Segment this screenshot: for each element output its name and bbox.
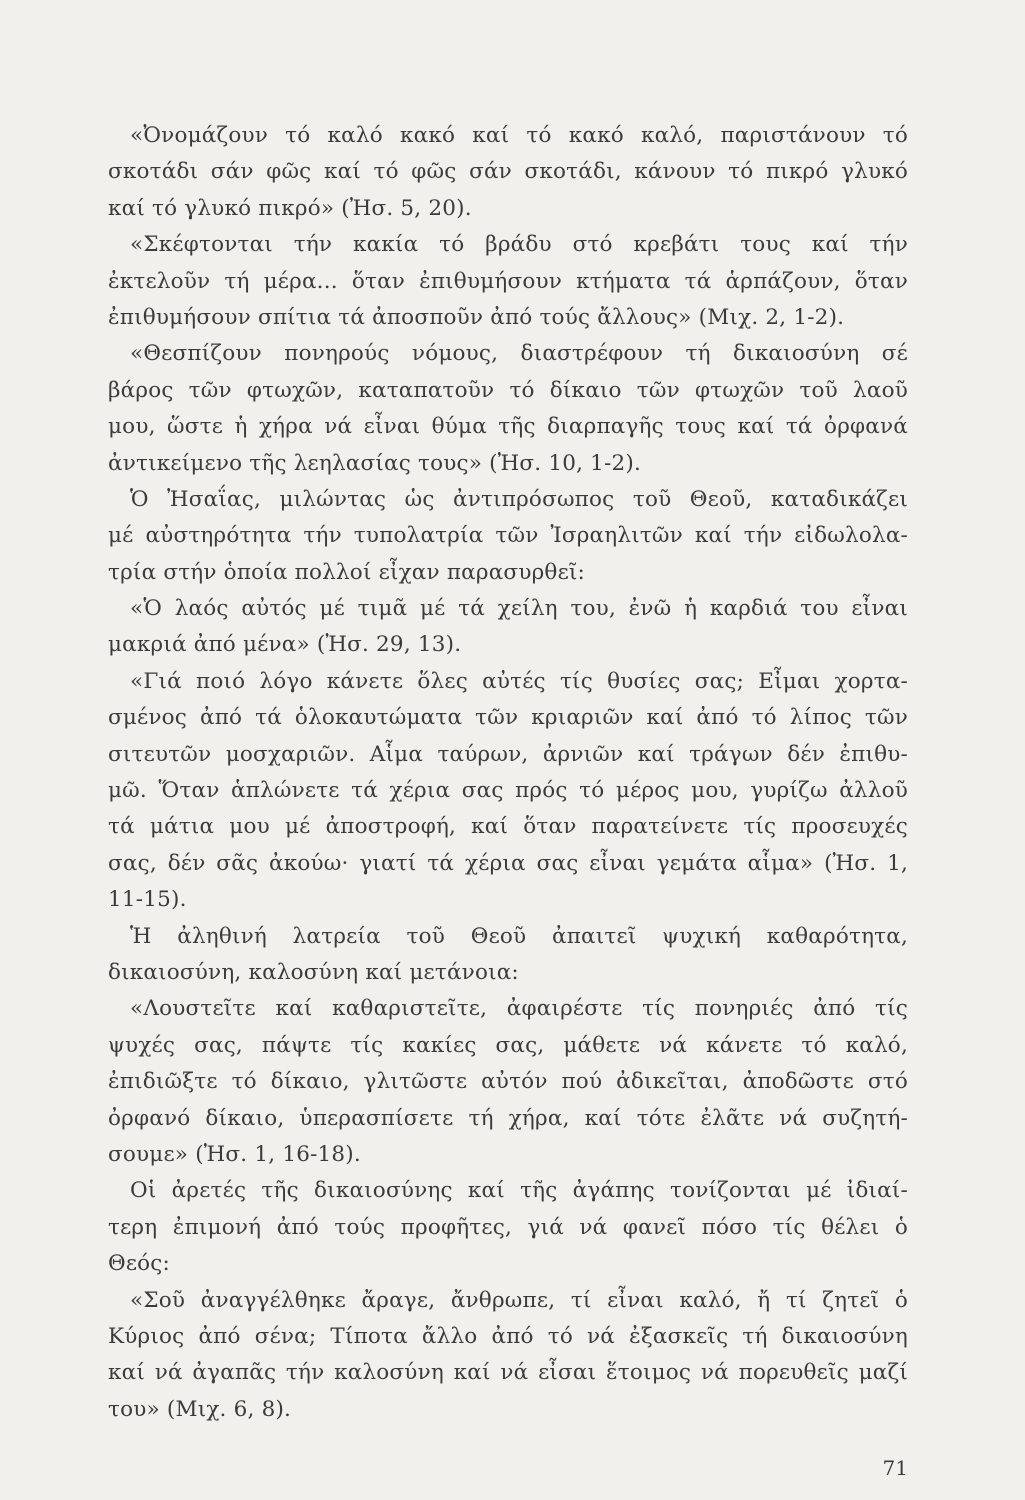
text-line: ὀρφανό δίκαιο, ὑπερασπίσετε τή χήρα, καί τότε ἐλᾶτε νά συζητή- bbox=[108, 1105, 908, 1131]
text-line: μου, ὥστε ἡ χήρα νά εἶναι θύμα τῆς διαρπαγῆς τους καί τά ὀρφανά bbox=[108, 414, 908, 440]
text-line: βάρος τῶν φτωχῶν, καταπατοῦν τό δίκαιο τῶν φτωχῶν τοῦ λαοῦ bbox=[108, 377, 908, 403]
text-line: τερη ἐπιμονή ἀπό τούς προφῆτες, γιά νά φανεῖ πόσο τίς θέλει ὁ bbox=[108, 1214, 908, 1240]
text-line: μῶ. Ὅταν ἁπλώνετε τά χέρια σας πρός τό μέρος μου, γυρίζω ἀλλοῦ bbox=[108, 778, 908, 804]
text-line: ἐπιθυμήσουν σπίτια τά ἀποσποῦν ἀπό τούς ἄλλους» (Μιχ. 2, 1-2). bbox=[108, 304, 845, 330]
text-line: «Λουστεῖτε καί καθαριστεῖτε, ἀφαιρέστε τίς πονηριές ἀπό τίς bbox=[130, 996, 908, 1022]
text-line: Θεός: bbox=[108, 1251, 170, 1277]
text-line: 11-15). bbox=[108, 887, 187, 913]
page-number: 71 bbox=[882, 1456, 908, 1480]
text-line: μέ αὐστηρότητα τήν τυπολατρία τῶν Ἰσραηλιτῶν καί τήν εἰδωλολα- bbox=[108, 523, 908, 549]
text-line: ψυχές σας, πάψτε τίς κακίες σας, μάθετε νά κάνετε τό καλό, bbox=[108, 1032, 908, 1058]
text-line: δικαιοσύνη, καλοσύνη καί μετάνοια: bbox=[108, 959, 519, 985]
text-line: ἐκτελοῦν τή μέρα... ὅταν ἐπιθυμήσουν κτήματα τά ἁρπάζουν, ὅταν bbox=[108, 268, 908, 294]
text-line: τρία στήν ὁποία πολλοί εἶχαν παρασυρθεῖ: bbox=[108, 559, 585, 585]
text-line: σας, δέν σᾶς ἀκούω· γιατί τά χέρια σας εἶναι γεμάτα αἷμα» (Ἠσ. 1, bbox=[108, 850, 908, 876]
text-line: «Ὀνομάζουν τό καλό κακό καί τό κακό καλό, παριστάνουν τό bbox=[130, 123, 908, 148]
text-line: Κύριος ἀπό σένα; Τίποτα ἄλλο ἀπό τό νά ἐξασκεῖς τή δικαιοσύνη bbox=[108, 1323, 908, 1349]
text-line: σουμε» (Ἠσ. 1, 16-18). bbox=[108, 1141, 361, 1167]
text-line: τά μάτια μου μέ ἀποστροφή, καί ὅταν παρατείνετε τίς προσευχές bbox=[108, 814, 908, 840]
text-line: ἀντικείμενο τῆς λεηλασίας τους» (Ἠσ. 10, 1-2). bbox=[108, 450, 642, 476]
text-line: Οἱ ἀρετές τῆς δικαιοσύνης καί τῆς ἀγάπης τονίζονται μέ ἰδιαί- bbox=[130, 1178, 908, 1204]
text-line: ἐπιδιῶξτε τό δίκαιο, γλιτῶστε αὐτόν πού ἀδικεῖται, ἀποδῶστε στό bbox=[108, 1069, 908, 1095]
text-line: Ἡ ἀληθινή λατρεία τοῦ Θεοῦ ἀπαιτεῖ ψυχική καθαρότητα, bbox=[130, 923, 908, 949]
text-line: του» (Μιχ. 6, 8). bbox=[108, 1396, 292, 1422]
text-line: καί τό γλυκό πικρό» (Ἠσ. 5, 20). bbox=[108, 195, 472, 221]
text-line: σιτευτῶν μοσχαριῶν. Αἷμα ταύρων, ἀρνιῶν καί τράγων δέν ἐπιθυ- bbox=[108, 741, 908, 767]
text-line: «Ὁ λαός αὐτός μέ τιμᾶ μέ τά χείλη του, ἐνῶ ἡ καρδιά του εἶναι bbox=[130, 596, 908, 622]
text-line: «Σοῦ ἀναγγέλθηκε ἄραγε, ἄνθρωπε, τί εἶναι καλό, ἤ τί ζητεῖ ὁ bbox=[130, 1287, 908, 1313]
text-line: «Γιά ποιό λόγο κάνετε ὅλες αὐτές τίς θυσίες σας; Εἶμαι χορτα- bbox=[130, 668, 908, 694]
text-line: «Θεσπίζουν πονηρούς νόμους, διαστρέφουν τή δικαιοσύνη σέ bbox=[130, 341, 908, 367]
text-line: σκοτάδι σάν φῶς καί τό φῶς σάν σκοτάδι, κάνουν τό πικρό γλυκό bbox=[108, 159, 908, 185]
text-line: σμένος ἀπό τά ὁλοκαυτώματα τῶν κριαριῶν καί ἀπό τό λίπος τῶν bbox=[108, 705, 908, 731]
text-line: καί νά ἀγαπᾶς τήν καλοσύνη καί νά εἶσαι ἕτοιμος νά πορευθεῖς μαζί bbox=[108, 1360, 908, 1386]
text-line: «Σκέφτονται τήν κακία τό βράδυ στό κρεβάτι τους καί τήν bbox=[130, 232, 908, 258]
text-line: Ὁ Ἠσαΐας, μιλώντας ὡς ἀντιπρόσωπος τοῦ Θεοῦ, καταδικάζει bbox=[130, 486, 908, 512]
body-text bbox=[108, 118, 908, 1428]
text-line: μακριά ἀπό μένα» (Ἠσ. 29, 13). bbox=[108, 632, 462, 658]
